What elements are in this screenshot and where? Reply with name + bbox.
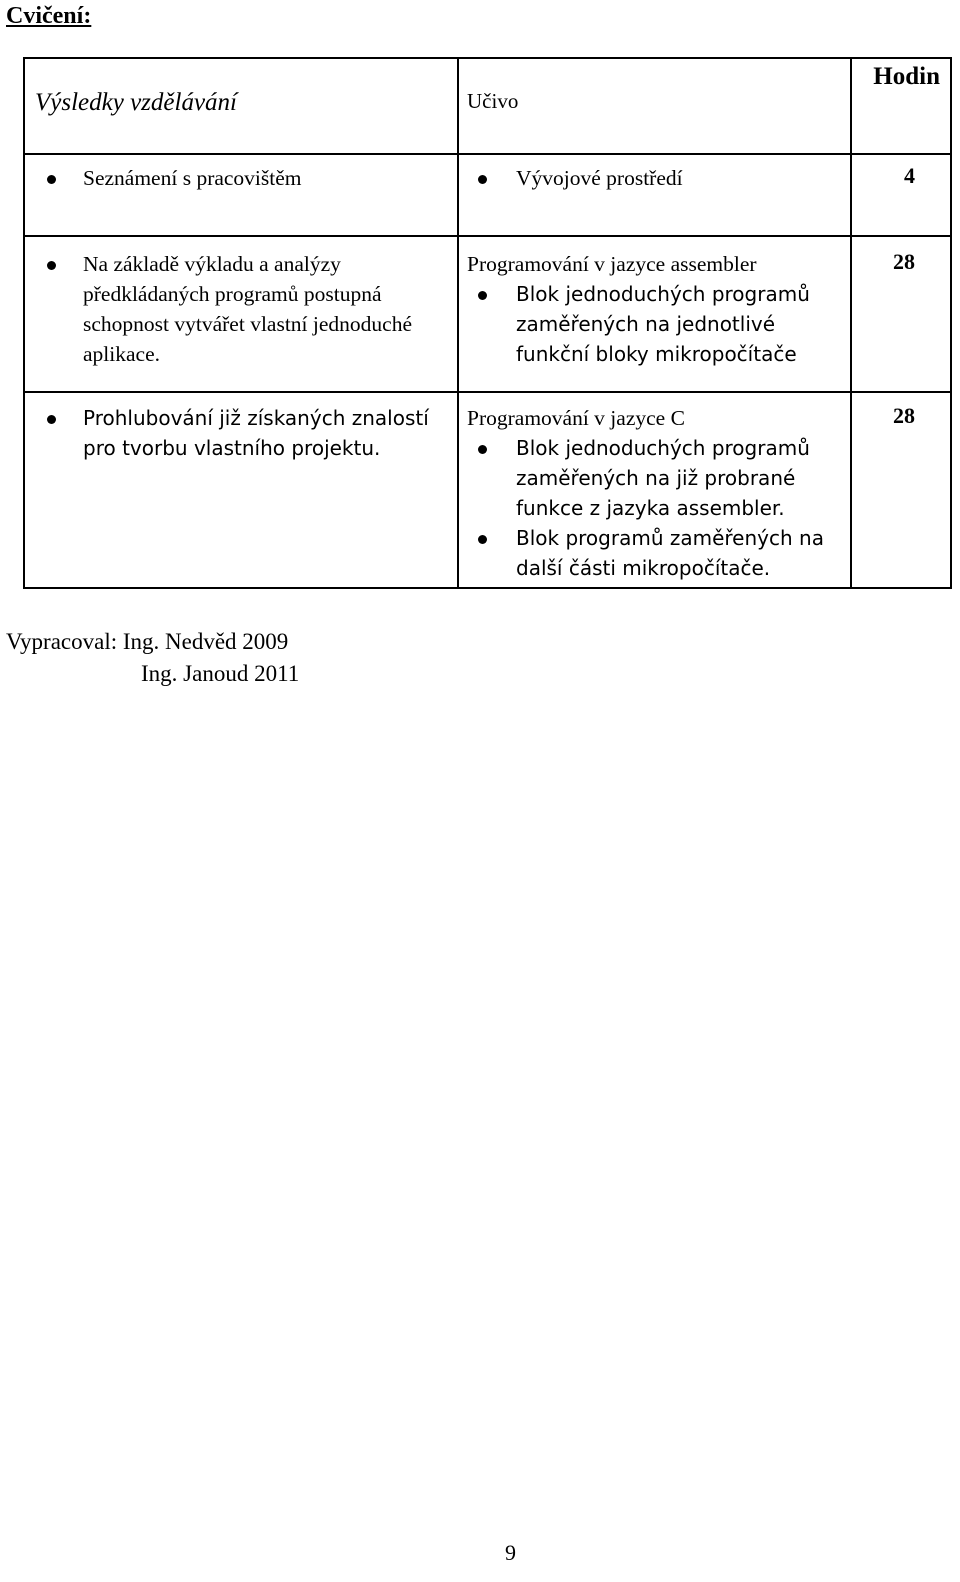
content-list <box>459 163 850 193</box>
outcomes-cell <box>24 392 458 588</box>
header-content: Učivo <box>458 58 851 154</box>
list-item: Blok jednoduchých programů zaměřených na již probrané funkce z jazyka assembler. <box>459 433 850 523</box>
outcomes-list <box>25 249 457 369</box>
content-cell <box>458 236 851 392</box>
content-list <box>459 433 850 583</box>
header-outcomes: Výsledky vzdělávání <box>24 58 458 154</box>
section-heading: Cvičení: <box>6 3 92 29</box>
content-list <box>459 279 850 369</box>
hours-cell: 28 <box>851 236 951 392</box>
page-number: 9 <box>505 1540 516 1565</box>
content-title: Programování v jazyce assembler <box>467 252 757 276</box>
list-item: Blok programů zaměřených na další části mikropočítače. <box>459 523 850 583</box>
list-item: Na základě výkladu a analýzy předkládaných programů postupná schopnost vytvářet vlastní jednoduché aplikace. <box>25 249 457 369</box>
author-line-2: Ing. Janoud 2011 <box>141 661 300 686</box>
outcomes-cell <box>24 154 458 236</box>
table-header-row <box>24 58 951 154</box>
hours-cell: 4 <box>851 154 951 236</box>
list-item: Blok jednoduchých programů zaměřených na jednotlivé funkční bloky mikropočítače <box>459 279 850 369</box>
outcomes-list <box>25 403 457 463</box>
content-title: Programování v jazyce C <box>467 406 685 430</box>
table-row <box>24 154 951 236</box>
table-row <box>24 236 951 392</box>
author-block <box>6 626 299 690</box>
list-item: Seznámení s pracovištěm <box>25 163 457 193</box>
content-cell <box>458 154 851 236</box>
list-item: Prohlubování již získaných znalostí pro tvorbu vlastního projektu. <box>25 403 457 463</box>
hours-cell: 28 <box>851 392 951 588</box>
header-hours: Hodin <box>851 58 951 154</box>
list-item: Vývojové prostředí <box>459 163 850 193</box>
content-cell <box>458 392 851 588</box>
author-line-1: Vypracoval: Ing. Nedvěd 2009 <box>6 629 289 654</box>
outcomes-cell <box>24 236 458 392</box>
outcomes-list <box>25 163 457 193</box>
table-row <box>24 392 951 588</box>
curriculum-table <box>23 57 952 589</box>
